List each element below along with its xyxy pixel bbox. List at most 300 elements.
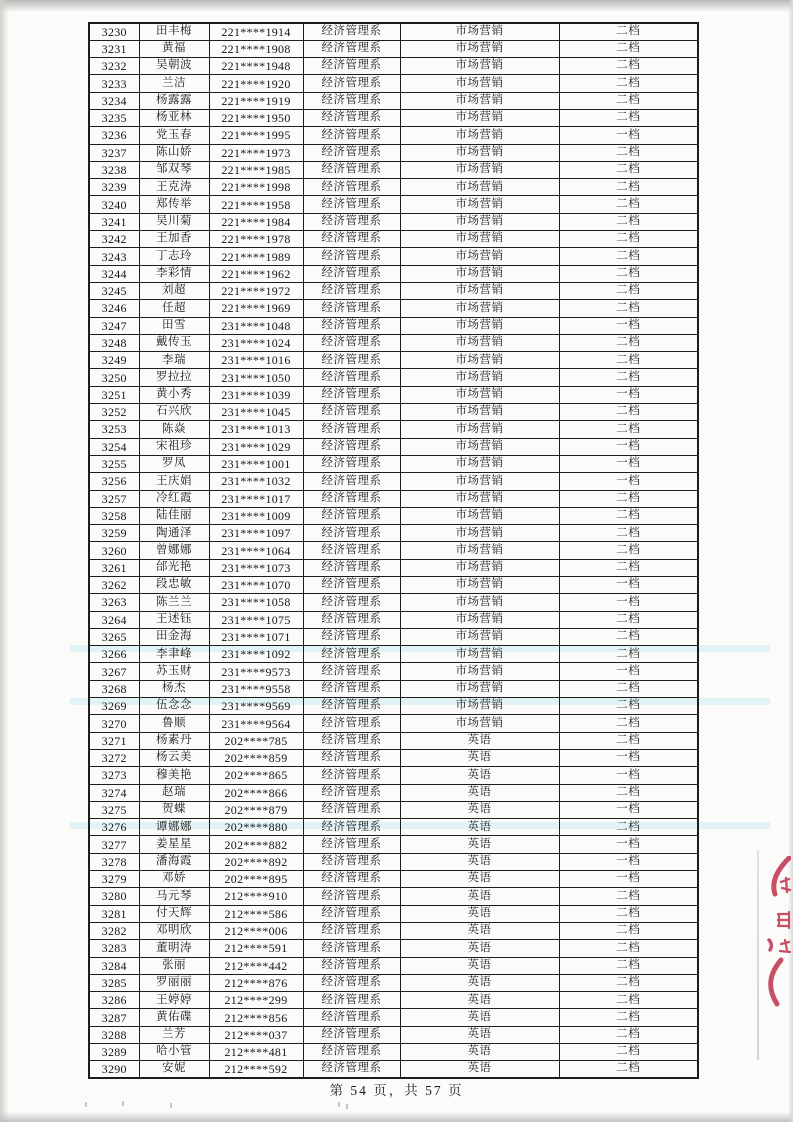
cell-seq: 3244 (89, 265, 139, 282)
cell-department: 经济管理系 (303, 594, 400, 611)
cell-major: 市场营销 (400, 559, 559, 576)
cell-tier: 二档 (559, 974, 698, 991)
cell-tier: 二档 (559, 196, 698, 213)
cell-department: 经济管理系 (303, 611, 400, 628)
cell-tier: 一档 (559, 853, 698, 870)
cell-major: 市场营销 (400, 646, 559, 663)
cell-department: 经济管理系 (303, 23, 400, 40)
cell-major: 市场营销 (400, 196, 559, 213)
cell-masked_id: 202****892 (209, 853, 303, 870)
cell-major: 英语 (400, 1009, 559, 1026)
cell-name: 陈兰兰 (139, 594, 209, 611)
cell-name: 田丰梅 (139, 23, 209, 40)
cell-name: 黄福 (139, 40, 209, 57)
cell-major: 英语 (400, 1061, 559, 1078)
cell-major: 市场营销 (400, 40, 559, 57)
cell-tier: 二档 (559, 23, 698, 40)
cell-major: 市场营销 (400, 300, 559, 317)
cell-department: 经济管理系 (303, 265, 400, 282)
cell-department: 经济管理系 (303, 213, 400, 230)
cell-tier: 二档 (559, 369, 698, 386)
cell-seq: 3238 (89, 161, 139, 178)
cell-tier: 二档 (559, 940, 698, 957)
cell-major: 英语 (400, 992, 559, 1009)
table-row (89, 265, 698, 282)
cell-tier: 二档 (559, 888, 698, 905)
cell-department: 经济管理系 (303, 40, 400, 57)
cell-department: 经济管理系 (303, 75, 400, 92)
cell-major: 市场营销 (400, 179, 559, 196)
cell-department: 经济管理系 (303, 646, 400, 663)
cell-tier: 一档 (559, 871, 698, 888)
cell-seq: 3247 (89, 317, 139, 334)
cell-name: 戴传玉 (139, 334, 209, 351)
cell-masked_id: 221****1920 (209, 75, 303, 92)
cell-major: 市场营销 (400, 127, 559, 144)
cell-tier: 二档 (559, 352, 698, 369)
cell-masked_id: 212****876 (209, 974, 303, 991)
cell-name: 冷红霞 (139, 490, 209, 507)
cell-seq: 3231 (89, 40, 139, 57)
cell-tier: 二档 (559, 179, 698, 196)
cell-name: 伍念念 (139, 698, 209, 715)
cell-major: 英语 (400, 836, 559, 853)
cell-major: 英语 (400, 749, 559, 766)
cell-major: 英语 (400, 905, 559, 922)
table-row (89, 1026, 698, 1043)
cell-seq: 3258 (89, 507, 139, 524)
cell-seq: 3288 (89, 1026, 139, 1043)
cell-seq: 3285 (89, 974, 139, 991)
table-row (89, 888, 698, 905)
table-row (89, 836, 698, 853)
cell-masked_id: 221****1973 (209, 144, 303, 161)
cell-tier: 二档 (559, 1061, 698, 1078)
cell-seq: 3260 (89, 542, 139, 559)
cell-seq: 3245 (89, 282, 139, 299)
cell-department: 经济管理系 (303, 317, 400, 334)
cell-seq: 3284 (89, 957, 139, 974)
table-row (89, 628, 698, 645)
cell-tier: 二档 (559, 559, 698, 576)
cell-department: 经济管理系 (303, 386, 400, 403)
cell-tier: 二档 (559, 646, 698, 663)
cell-masked_id: 231****1001 (209, 455, 303, 472)
cell-major: 市场营销 (400, 404, 559, 421)
cell-major: 市场营销 (400, 265, 559, 282)
cell-name: 谭娜娜 (139, 819, 209, 836)
cell-tier: 一档 (559, 127, 698, 144)
cell-masked_id: 212****006 (209, 922, 303, 939)
cell-masked_id: 231****1009 (209, 507, 303, 524)
table-row (89, 749, 698, 766)
cell-name: 马元琴 (139, 888, 209, 905)
cell-major: 市场营销 (400, 421, 559, 438)
cell-department: 经济管理系 (303, 992, 400, 1009)
cell-major: 市场营销 (400, 542, 559, 559)
cell-major: 市场营销 (400, 611, 559, 628)
table-row (89, 421, 698, 438)
table-row (89, 127, 698, 144)
cell-department: 经济管理系 (303, 196, 400, 213)
table-row (89, 334, 698, 351)
cell-masked_id: 231****1073 (209, 559, 303, 576)
cell-tier: 一档 (559, 577, 698, 594)
cell-seq: 3237 (89, 144, 139, 161)
table-row (89, 767, 698, 784)
table-row (89, 300, 698, 317)
table-row (89, 282, 698, 299)
cell-major: 市场营销 (400, 490, 559, 507)
cell-name: 罗丽丽 (139, 974, 209, 991)
cell-major: 市场营销 (400, 628, 559, 645)
cell-tier: 一档 (559, 473, 698, 490)
cell-major: 市场营销 (400, 282, 559, 299)
cell-seq: 3272 (89, 749, 139, 766)
cell-department: 经济管理系 (303, 300, 400, 317)
cell-tier: 二档 (559, 109, 698, 126)
cell-department: 经济管理系 (303, 542, 400, 559)
cell-name: 吴朝波 (139, 58, 209, 75)
cell-department: 经济管理系 (303, 853, 400, 870)
cell-masked_id: 212****910 (209, 888, 303, 905)
cell-name: 邓明欣 (139, 922, 209, 939)
cell-seq: 3275 (89, 801, 139, 818)
table-row (89, 646, 698, 663)
cell-name: 李瑞 (139, 352, 209, 369)
cell-name: 王婷婷 (139, 992, 209, 1009)
cell-name: 苏玉财 (139, 663, 209, 680)
table-row (89, 542, 698, 559)
cell-major: 市场营销 (400, 386, 559, 403)
cell-masked_id: 221****1972 (209, 282, 303, 299)
cell-major: 市场营销 (400, 680, 559, 697)
cell-department: 经济管理系 (303, 231, 400, 248)
cell-name: 陶通泽 (139, 525, 209, 542)
red-seal-partial (751, 856, 791, 1011)
cell-tier: 二档 (559, 1044, 698, 1061)
records-table-body (89, 23, 698, 1078)
cell-masked_id: 202****859 (209, 749, 303, 766)
cell-tier: 二档 (559, 1009, 698, 1026)
cell-tier: 二档 (559, 680, 698, 697)
cell-name: 王庆娟 (139, 473, 209, 490)
cell-masked_id: 231****9564 (209, 715, 303, 732)
cell-department: 经济管理系 (303, 455, 400, 472)
cell-name: 黄佑碟 (139, 1009, 209, 1026)
cell-department: 经济管理系 (303, 369, 400, 386)
cell-major: 英语 (400, 1026, 559, 1043)
cell-name: 董明涛 (139, 940, 209, 957)
cell-major: 英语 (400, 871, 559, 888)
cell-seq: 3276 (89, 819, 139, 836)
table-row (89, 663, 698, 680)
cell-name: 陈山娇 (139, 144, 209, 161)
cell-department: 经济管理系 (303, 352, 400, 369)
table-row (89, 871, 698, 888)
cell-tier: 二档 (559, 784, 698, 801)
cell-major: 市场营销 (400, 109, 559, 126)
table-row (89, 784, 698, 801)
cell-major: 市场营销 (400, 663, 559, 680)
cell-name: 罗拉拉 (139, 369, 209, 386)
cell-seq: 3271 (89, 732, 139, 749)
cell-name: 赵瑞 (139, 784, 209, 801)
cell-department: 经济管理系 (303, 1009, 400, 1026)
cell-name: 段忠敏 (139, 577, 209, 594)
cell-name: 丁志玲 (139, 248, 209, 265)
cell-name: 陈焱 (139, 421, 209, 438)
cell-seq: 3257 (89, 490, 139, 507)
cell-department: 经济管理系 (303, 1044, 400, 1061)
cell-tier: 二档 (559, 40, 698, 57)
table-row (89, 352, 698, 369)
cell-name: 党玉春 (139, 127, 209, 144)
cell-tier: 一档 (559, 386, 698, 403)
cell-name: 邹双琴 (139, 161, 209, 178)
cell-seq: 3270 (89, 715, 139, 732)
cell-seq: 3261 (89, 559, 139, 576)
cell-masked_id: 212****592 (209, 1061, 303, 1078)
cell-department: 经济管理系 (303, 421, 400, 438)
cell-seq: 3280 (89, 888, 139, 905)
cell-seq: 3230 (89, 23, 139, 40)
table-row (89, 473, 698, 490)
table-row (89, 905, 698, 922)
cell-seq: 3266 (89, 646, 139, 663)
table-row (89, 507, 698, 524)
cell-department: 经济管理系 (303, 1026, 400, 1043)
cell-major: 英语 (400, 801, 559, 818)
cell-name: 刘超 (139, 282, 209, 299)
table-row (89, 1061, 698, 1078)
cell-masked_id: 231****1092 (209, 646, 303, 663)
cell-tier: 二档 (559, 58, 698, 75)
cell-masked_id: 231****1032 (209, 473, 303, 490)
cell-tier: 二档 (559, 404, 698, 421)
cell-masked_id: 221****1998 (209, 179, 303, 196)
cell-department: 经济管理系 (303, 749, 400, 766)
cell-name: 李聿峰 (139, 646, 209, 663)
cell-masked_id: 221****1948 (209, 58, 303, 75)
cell-seq: 3263 (89, 594, 139, 611)
cell-tier: 二档 (559, 75, 698, 92)
cell-seq: 3242 (89, 231, 139, 248)
cell-major: 市场营销 (400, 525, 559, 542)
cell-masked_id: 231****9558 (209, 680, 303, 697)
cell-major: 英语 (400, 1044, 559, 1061)
cell-name: 潘海霞 (139, 853, 209, 870)
cell-tier: 二档 (559, 957, 698, 974)
table-row (89, 109, 698, 126)
cell-tier: 一档 (559, 663, 698, 680)
table-row (89, 992, 698, 1009)
cell-seq: 3250 (89, 369, 139, 386)
cell-name: 穆美艳 (139, 767, 209, 784)
cell-name: 曾娜娜 (139, 542, 209, 559)
cell-name: 王述钰 (139, 611, 209, 628)
cell-seq: 3290 (89, 1061, 139, 1078)
cell-department: 经济管理系 (303, 888, 400, 905)
cell-department: 经济管理系 (303, 1061, 400, 1078)
table-row (89, 369, 698, 386)
cell-masked_id: 231****1017 (209, 490, 303, 507)
cell-tier: 二档 (559, 213, 698, 230)
cell-masked_id: 202****879 (209, 801, 303, 818)
table-row (89, 698, 698, 715)
cell-department: 经济管理系 (303, 957, 400, 974)
cell-seq: 3267 (89, 663, 139, 680)
cell-department: 经济管理系 (303, 127, 400, 144)
cell-masked_id: 231****9573 (209, 663, 303, 680)
cell-seq: 3274 (89, 784, 139, 801)
cell-department: 经济管理系 (303, 404, 400, 421)
cell-seq: 3256 (89, 473, 139, 490)
cell-name: 鲁顺 (139, 715, 209, 732)
cell-tier: 二档 (559, 282, 698, 299)
cell-seq: 3259 (89, 525, 139, 542)
table-row (89, 23, 698, 40)
cell-seq: 3251 (89, 386, 139, 403)
cell-masked_id: 202****785 (209, 732, 303, 749)
cell-seq: 3241 (89, 213, 139, 230)
cell-masked_id: 221****1914 (209, 23, 303, 40)
cell-department: 经济管理系 (303, 663, 400, 680)
table-row (89, 92, 698, 109)
cell-seq: 3232 (89, 58, 139, 75)
cell-department: 经济管理系 (303, 577, 400, 594)
red-seal-strokes-icon (751, 856, 791, 1011)
cell-seq: 3246 (89, 300, 139, 317)
cell-masked_id: 231****1013 (209, 421, 303, 438)
cell-seq: 3283 (89, 940, 139, 957)
table-row (89, 490, 698, 507)
cell-masked_id: 231****1071 (209, 628, 303, 645)
cell-department: 经济管理系 (303, 836, 400, 853)
cell-major: 市场营销 (400, 455, 559, 472)
table-row (89, 438, 698, 455)
cell-tier: 二档 (559, 628, 698, 645)
cell-masked_id: 212****037 (209, 1026, 303, 1043)
cell-name: 杨露露 (139, 92, 209, 109)
cell-major: 市场营销 (400, 92, 559, 109)
cell-masked_id: 231****1016 (209, 352, 303, 369)
cell-major: 市场营销 (400, 438, 559, 455)
table-row (89, 161, 698, 178)
cell-tier: 二档 (559, 1026, 698, 1043)
cell-major: 市场营销 (400, 715, 559, 732)
cell-major: 市场营销 (400, 231, 559, 248)
cell-major: 市场营销 (400, 507, 559, 524)
cell-department: 经济管理系 (303, 974, 400, 991)
cell-masked_id: 221****1919 (209, 92, 303, 109)
cell-department: 经济管理系 (303, 109, 400, 126)
cell-seq: 3252 (89, 404, 139, 421)
cell-major: 英语 (400, 957, 559, 974)
cell-name: 任超 (139, 300, 209, 317)
cell-tier: 二档 (559, 992, 698, 1009)
cell-masked_id: 231****9569 (209, 698, 303, 715)
cell-tier: 二档 (559, 92, 698, 109)
cell-department: 经济管理系 (303, 905, 400, 922)
cell-major: 英语 (400, 888, 559, 905)
cell-name: 王加香 (139, 231, 209, 248)
cell-tier: 二档 (559, 922, 698, 939)
cell-masked_id: 231****1064 (209, 542, 303, 559)
table-row (89, 611, 698, 628)
cell-seq: 3268 (89, 680, 139, 697)
cell-name: 杨亚林 (139, 109, 209, 126)
cell-department: 经济管理系 (303, 784, 400, 801)
table-row (89, 801, 698, 818)
table-row (89, 75, 698, 92)
cell-masked_id: 202****865 (209, 767, 303, 784)
table-row (89, 386, 698, 403)
table-row (89, 455, 698, 472)
cell-department: 经济管理系 (303, 92, 400, 109)
cell-major: 市场营销 (400, 161, 559, 178)
cell-masked_id: 221****1950 (209, 109, 303, 126)
cell-department: 经济管理系 (303, 732, 400, 749)
cell-masked_id: 212****442 (209, 957, 303, 974)
cell-masked_id: 231****1050 (209, 369, 303, 386)
cell-major: 市场营销 (400, 369, 559, 386)
cell-major: 市场营销 (400, 248, 559, 265)
cell-seq: 3240 (89, 196, 139, 213)
cell-tier: 一档 (559, 836, 698, 853)
cell-masked_id: 221****1985 (209, 161, 303, 178)
cell-major: 英语 (400, 922, 559, 939)
cell-masked_id: 231****1024 (209, 334, 303, 351)
cell-name: 兰洁 (139, 75, 209, 92)
cell-tier: 一档 (559, 594, 698, 611)
cell-tier: 二档 (559, 698, 698, 715)
cell-tier: 二档 (559, 248, 698, 265)
table-row (89, 577, 698, 594)
cell-seq: 3269 (89, 698, 139, 715)
cell-tier: 二档 (559, 905, 698, 922)
cell-seq: 3264 (89, 611, 139, 628)
table-row (89, 559, 698, 576)
cell-seq: 3289 (89, 1044, 139, 1061)
cell-tier: 二档 (559, 542, 698, 559)
cell-department: 经济管理系 (303, 58, 400, 75)
table-row (89, 715, 698, 732)
cell-department: 经济管理系 (303, 628, 400, 645)
table-row (89, 231, 698, 248)
cell-name: 邰光艳 (139, 559, 209, 576)
cell-masked_id: 231****1048 (209, 317, 303, 334)
cell-name: 杨云美 (139, 749, 209, 766)
cell-tier: 二档 (559, 161, 698, 178)
table-row (89, 732, 698, 749)
cell-masked_id: 221****1984 (209, 213, 303, 230)
cell-masked_id: 231****1029 (209, 438, 303, 455)
table-row (89, 179, 698, 196)
cell-department: 经济管理系 (303, 680, 400, 697)
table-row (89, 974, 698, 991)
cell-name: 李彩情 (139, 265, 209, 282)
cell-name: 杨素丹 (139, 732, 209, 749)
cell-tier: 二档 (559, 490, 698, 507)
cell-tier: 一档 (559, 317, 698, 334)
table-row (89, 525, 698, 542)
cell-department: 经济管理系 (303, 248, 400, 265)
cell-tier: 二档 (559, 300, 698, 317)
table-row (89, 1044, 698, 1061)
cell-masked_id: 231****1045 (209, 404, 303, 421)
cell-major: 英语 (400, 819, 559, 836)
